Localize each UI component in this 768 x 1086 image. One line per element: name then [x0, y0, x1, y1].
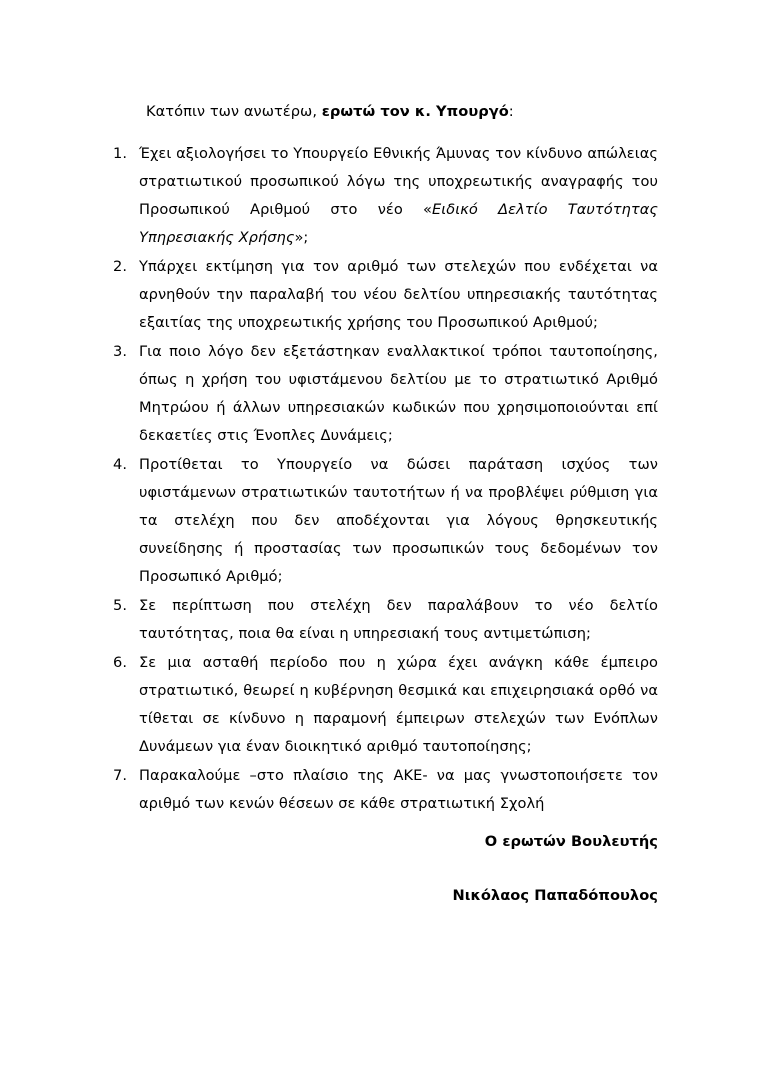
questions-list: [113, 140, 658, 818]
signature-name: Νικόλαος Παπαδόπουλος: [452, 886, 658, 904]
question-text-segment: Έχει αξιολογήσει το Υπουργείο Εθνικής Άμυνας τον κίνδυνο απώλειας στρατιωτικού προσωπικού λόγω της υποχρεωτικής αναγραφής του Προσωπικού Αριθμού στο νέο «: [139, 144, 658, 218]
question-number: 5.: [113, 596, 128, 614]
question-number: 7.: [113, 766, 128, 784]
question-text-segment: Υπάρχει εκτίμηση για τον αριθμό των στελεχών που ενδέχεται να αρνηθούν την παραλαβή του νέου δελτίου υπηρεσιακής ταυτότητας εξαιτίας της υποχρεωτικής χρήσης του Προσωπικού Αριθμού;: [139, 257, 658, 331]
question-number: 3.: [113, 342, 128, 360]
question-item: [113, 592, 658, 648]
question-text: [139, 597, 658, 642]
intro-bold-text: ερωτώ τον κ. Υπουργό: [321, 103, 509, 120]
signature-role: Ο ερωτών Βουλευτής: [484, 833, 658, 851]
question-text: [139, 767, 658, 812]
question-text-segment: Σε μια ασταθή περίοδο που η χώρα έχει ανάγκη κάθε έμπειρο στρατιωτικό, θεωρεί η κυβέρνηση θεσμικά και επιχειρησιακά ορθό να τίθεται σε κίνδυνο η παραμονή έμπειρων στελεχών των Ενόπλων Δυνάμεων για έναν διοικητικό αριθμό ταυτοποίησης;: [139, 653, 658, 755]
question-text-segment: »;: [294, 228, 309, 246]
question-item: [113, 451, 658, 591]
signature-block: [113, 828, 658, 909]
question-text-segment: Για ποιο λόγο δεν εξετάστηκαν εναλλακτικοί τρόποι ταυτοποίησης, όπως η χρήση του υφιστάμενου δελτίου με το στρατιωτικό Αριθμό Μητρώου ή άλλων υπηρεσιακών κωδικών που χρησιμοποιούνται επί δεκαετίες στις Ένοπλες Δυνάμεις;: [139, 342, 658, 444]
question-number: 2.: [113, 257, 128, 275]
question-text: [139, 456, 658, 585]
question-number: 1.: [113, 144, 128, 162]
intro-paragraph: [113, 100, 658, 124]
document-content: [113, 100, 658, 909]
intro-trailing-text: :: [508, 103, 514, 120]
question-text-italic: Ειδικό Δελτίο Ταυτότητας Υπηρεσιακής Χρήσης: [139, 200, 658, 246]
question-text-segment: Σε περίπτωση που στελέχη δεν παραλάβουν το νέο δελτίο ταυτότητας, ποια θα είναι η υπηρεσιακή τους αντιμετώπιση;: [139, 596, 658, 642]
question-text: [139, 145, 658, 246]
question-item: [113, 649, 658, 761]
question-text: [139, 654, 658, 755]
question-text: [139, 258, 658, 331]
intro-lead-text: Κατόπιν των ανωτέρω,: [146, 103, 322, 120]
question-text: [139, 343, 658, 444]
question-item: [113, 338, 658, 450]
question-text-segment: Προτίθεται το Υπουργείο να δώσει παράταση ισχύος των υφιστάμενων στρατιωτικών ταυτοτήτων ή να προβλέψει ρύθμιση για τα στελέχη που δεν αποδέχονται για λόγους θρησκευτικής συνείδησης ή προστασίας των προσωπικών τους δεδομένων τον Προσωπικό Αριθμό;: [139, 455, 658, 585]
question-number: 6.: [113, 653, 128, 671]
question-item: [113, 762, 658, 818]
question-item: [113, 253, 658, 337]
question-number: 4.: [113, 455, 128, 473]
question-item: [113, 140, 658, 252]
question-text-segment: Παρακαλούμε –στο πλαίσιο της ΑΚΕ- να μας γνωστοποιήσετε τον αριθμό των κενών θέσεων σε κάθε στρατιωτική Σχολή: [139, 766, 658, 812]
